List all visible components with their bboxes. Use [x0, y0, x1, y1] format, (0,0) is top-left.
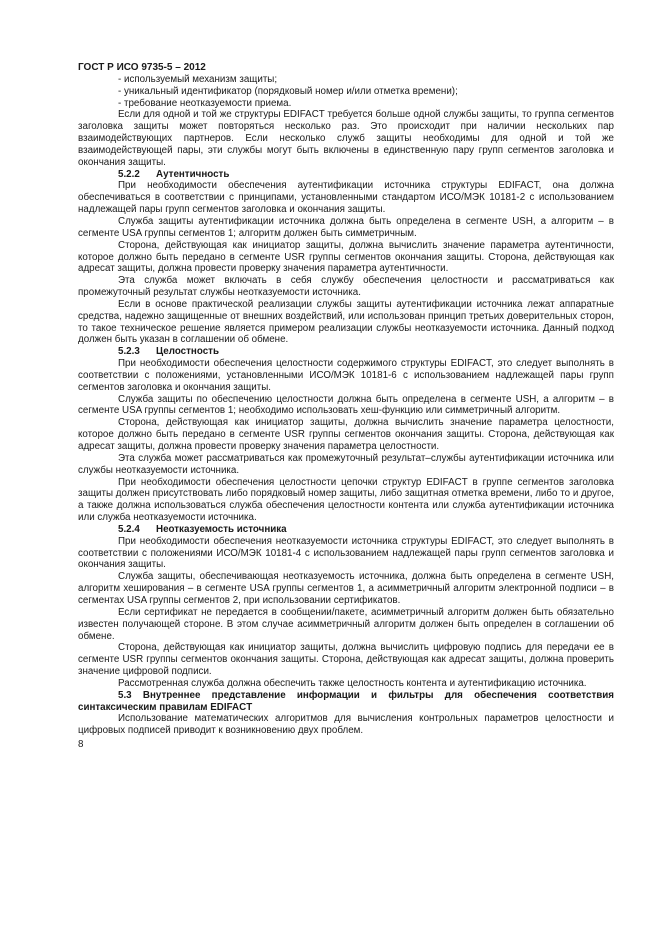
- paragraph: При необходимости обеспечения целостности цепочки структур EDIFACT в группе сегментов заголовка защиты должен присутствовать либо порядковый номер защиты, либо защитная отметка времени, либо то и другое, а также должна использоваться служба обеспечения целостности контента или служба аутентификации источника или служба неотказуемости источника.: [78, 476, 614, 524]
- section-number: 5.2.4: [118, 523, 140, 535]
- paragraph: При необходимости обеспечения аутентификации источника структуры EDIFACT, она должна обеспечиваться в соответствии с принципами, установленными стандартом ИСО/МЭК 10181-2 с использованием надлежащей пары групп сегментов заголовка и окончания защиты.: [78, 180, 614, 216]
- section-title: Аутентичность: [156, 168, 230, 180]
- page-number: 8: [78, 739, 84, 751]
- paragraph: Если сертификат не передается в сообщении/пакете, асимметричный алгоритм должен быть обязательно известен получающей стороне. В этом случае асимметричный алгоритм должен быть определен в соглашении об обмене.: [78, 606, 614, 642]
- section-title: Целостность: [156, 346, 219, 358]
- section-heading-5-2-2: [78, 169, 614, 181]
- paragraph: Служба защиты по обеспечению целостности должна быть определена в сегменте USH, а алгоритм – в сегменте USA группы сегментов 1; необходимо использовать хеш-функцию или симметричный алгоритм.: [78, 393, 614, 417]
- paragraph: Служба защиты аутентификации источника должна быть определена в сегменте USH, а алгоритм – в сегменте USA группы сегментов 1; алгоритм должен быть симметричным.: [78, 215, 614, 239]
- section-number: 5.2.3: [118, 346, 140, 358]
- paragraph: Если для одной и той же структуры EDIFACT требуется больше одной службы защиты, то группа сегментов заголовка защиты может повторяться несколько раз. Это происходит при наличии нескольких пар взаимодействующих партнеров. Если несколько служб защиты необходимы для одной и той же взаимодействующей пары, эти службы могут быть включены в единственную пару групп сегментов заголовка и окончания защиты.: [78, 109, 614, 168]
- paragraph: Использование математических алгоритмов для вычисления контрольных параметров целостности и цифровых подписей приводит к возникновению двух проблем.: [78, 713, 614, 737]
- paragraph: При необходимости обеспечения целостности содержимого структуры EDIFACT, это следует выполнять в соответствии с положениями, установленными ИСО/МЭК 10181-6 с использованием надлежащей пары групп сегментов заголовка и окончания защиты.: [78, 358, 614, 393]
- section-title: Неотказуемость источника: [156, 523, 287, 535]
- document-header: ГОСТ Р ИСО 9735-5 – 2012: [78, 62, 206, 73]
- document-page: [78, 62, 614, 751]
- section-heading-5-2-3: [78, 346, 614, 358]
- section-heading-5-3: 5.3 Внутреннее представление информации и фильтры для обеспечения соответствия синтаксическим правилам EDIFACT: [78, 689, 614, 713]
- list-item: - уникальный идентификатор (порядковый номер и/или отметка времени);: [118, 85, 458, 97]
- section-number: 5.2.2: [118, 168, 140, 180]
- paragraph: Эта служба может рассматриваться как промежуточный результат–службы аутентификации источника или службы неотказуемости источника.: [78, 452, 614, 476]
- list-item: - используемый механизм защиты;: [118, 73, 278, 85]
- paragraph: Сторона, действующая как инициатор защиты, должна вычислить значение параметра целостности, которое должно быть передано в сегменте USR группы сегментов окончания защиты. Сторона, действующая как адресат защиты, должна провести проверку значения параметра целостности.: [78, 417, 614, 452]
- paragraph: При необходимости обеспечения неотказуемости источника структуры EDIFACT, это следует выполнять в соответствии с положениями ИСО/МЭК 10181-4 с использованием надлежащей пары групп сегментов заголовка и окончания защиты.: [78, 535, 614, 571]
- paragraph: Рассмотренная служба должна обеспечить также целостность контента и аутентификацию источника.: [118, 677, 587, 689]
- paragraph: Если в основе практической реализации службы защиты аутентификации источника лежат аппаратные средства, надежно защищенные от внешних воздействий, или использован принцип третьих доверительных сторон, то такое техническое решение является примером реализации службы неотказуемости источника. Данный подход должен быть указан в соглашении об обмене.: [78, 298, 614, 346]
- paragraph: Сторона, действующая как инициатор защиты, должна вычислить значение параметра аутентичности, которое должно быть передано в сегменте USR группы сегментов окончания защиты. Сторона, действующая как адресат защиты, должна провести проверку значения параметра аутентичности.: [78, 239, 614, 275]
- paragraph: Служба защиты, обеспечивающая неотказуемость источника, должна быть определена в сегменте USH, алгоритм хеширования – в сегменте USA группы сегментов 1, а асимметричный алгоритм электронной подписи – в сегментах USA группы сегментов 2, при использовании сертификатов.: [78, 571, 614, 606]
- section-heading-5-2-4: [78, 524, 614, 536]
- paragraph: Сторона, действующая как инициатор защиты, должна вычислить цифровую подпись для передачи ее в сегменте USR группы сегментов окончания защиты. Сторона, действующая как адресат защиты, должна проверить значение цифровой подписи.: [78, 642, 614, 678]
- list-item: - требование неотказуемости приема.: [118, 97, 292, 109]
- paragraph: Эта служба может включать в себя службу обеспечения целостности и рассматриваться как промежуточный результат службы неотказуемости источника.: [78, 275, 614, 299]
